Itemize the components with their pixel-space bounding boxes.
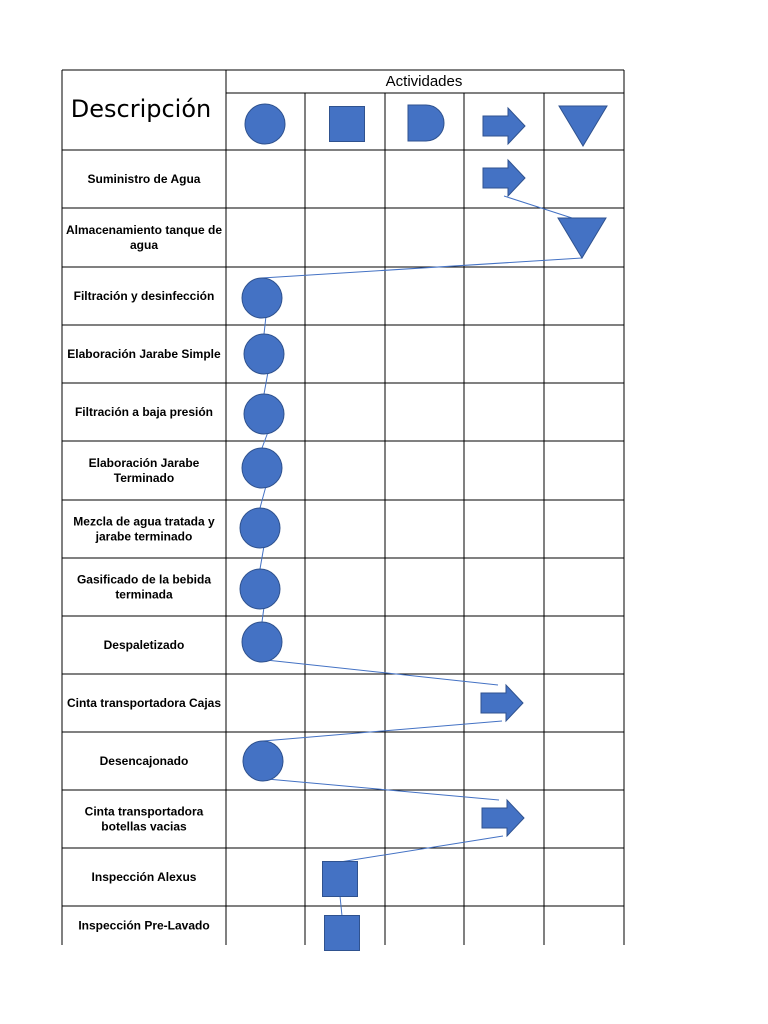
delay-d-icon [408,105,444,141]
row-label-0-0: Suministro de Agua [87,172,201,186]
row-shape-10 [243,741,283,781]
transport-arrow-icon [483,108,525,144]
row-label-11-1: botellas vacias [101,819,187,834]
row-shape-2 [242,278,282,318]
row-shape-8 [242,622,282,662]
connector-line-9 [263,721,502,741]
row-shape-7 [240,569,280,609]
row-shape-1 [558,218,606,258]
row-label-1-0: Almacenamiento tanque de [65,223,223,237]
row-label-10-0: Desencajonado [99,754,189,768]
row-shape-3 [244,334,284,374]
connector-line-1 [262,258,582,278]
row-label-5-0: Elaboración Jarabe [88,456,200,470]
activity-shapes [240,104,607,951]
row-shape-12 [323,862,358,897]
flow-connectors [260,196,582,916]
connector-line-5 [260,486,266,508]
row-label-13-0: Inspección Pre-Lavado [78,918,210,933]
row-label-9-0: Cinta transportadora Cajas [66,696,222,710]
row-shape-5 [242,448,282,488]
row-label-4-0: Filtración a baja presión [74,405,214,419]
row-shape-0 [483,160,525,196]
connector-line-11 [340,836,503,862]
row-label-11-0: Cinta transportadora [84,804,204,819]
description-header: Descripción [70,95,212,123]
connector-line-8 [266,660,498,685]
connector-line-0 [504,196,572,218]
row-shape-11 [482,800,524,836]
row-shape-13 [325,916,360,951]
operation-circle-icon [245,104,285,144]
row-label-12-0: Inspección Alexus [91,870,197,884]
row-label-2-0: Filtración y desinfección [73,289,215,303]
row-label-6-0: Mezcla de agua tratada y [73,514,215,529]
row-labels [66,172,222,933]
row-label-6-1: jarabe terminado [95,529,193,544]
activities-header: Actividades [385,73,463,90]
row-label-7-0: Gasificado de la bebida [76,572,212,587]
row-label-1-1: agua [129,238,159,252]
row-label-8-0: Despaletizado [103,638,185,652]
row-shape-9 [481,685,523,721]
row-shape-4 [244,394,284,434]
storage-triangle-icon [559,106,607,146]
row-label-7-1: terminada [115,587,173,602]
inspection-square-icon [330,107,365,142]
row-shape-6 [240,508,280,548]
row-label-3-0: Elaboración Jarabe Simple [67,347,221,361]
row-label-5-1: Terminado [113,471,175,485]
